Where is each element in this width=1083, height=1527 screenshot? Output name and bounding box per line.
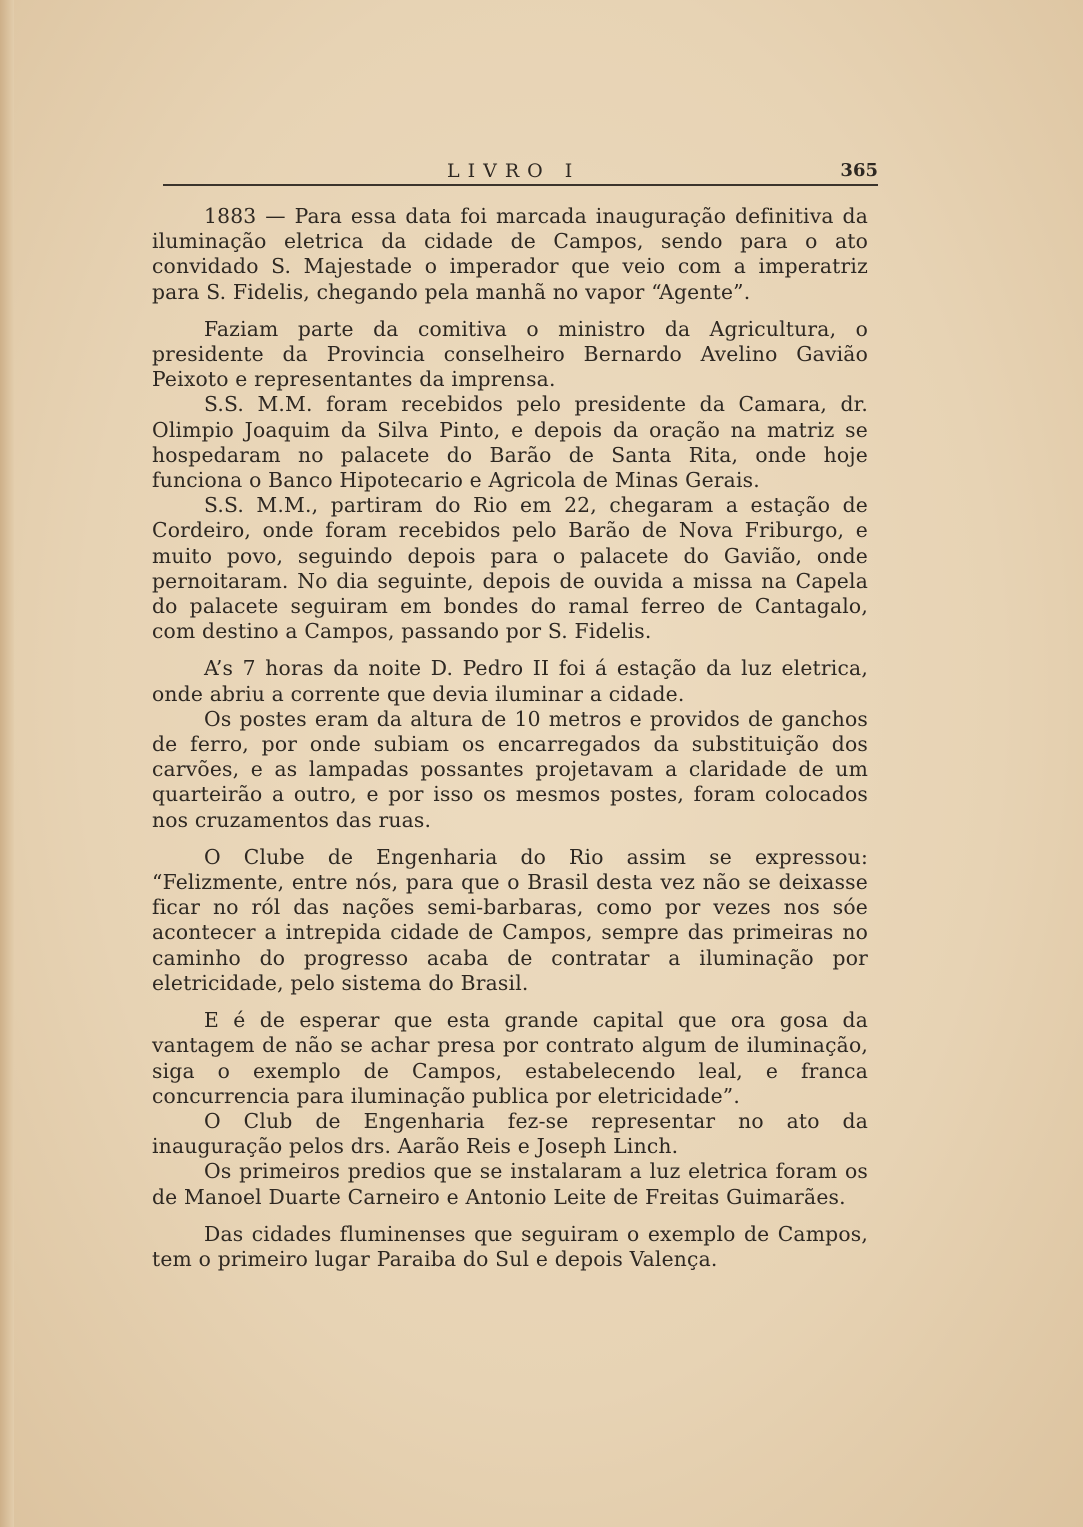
running-head: LIVRO I: [447, 160, 581, 182]
paragraph: 1883 — Para essa data foi marcada inauguração definitiva da iluminação eletrica da cidade de Campos, sendo para o ato convidado S. Majestade o imperador que veio com a imperatriz para S. Fidelis, chegando pela manhã no vapor “Agente”.: [152, 204, 868, 304]
paragraph: O Clube de Engenharia do Rio assim se expressou: “Felizmente, entre nós, para que o Brasil desta vez não se deixasse ficar no ról das nações semi-barbaras, como por vezes nos sóe acontecer a intrepida cidade de Campos, sempre das primeiras no caminho do progresso acaba de contratar a iluminação por eletricidade, pelo sistema do Brasil.: [152, 844, 868, 995]
paragraph: S.S. M.M., partiram do Rio em 22, chegaram a estação de Cordeiro, onde foram recebidos pelo Barão de Nova Friburgo, e muito povo, seguindo depois para o palacete do Gavião, onde pernoitaram. No dia seguinte, depois de ouvida a missa na Capela do palacete seguiram em bondes do ramal ferreo de Cantagalo, com destino a Campos, passando por S. Fidelis.: [152, 493, 868, 644]
paragraph: A’s 7 horas da noite D. Pedro II foi á estação da luz eletrica, onde abriu a corrente que devia iluminar a cidade.: [152, 656, 868, 706]
paragraph: S.S. M.M. foram recebidos pelo presidente da Camara, dr. Olimpio Joaquim da Silva Pinto, e depois da oração na matriz se hospedaram no palacete do Barão de Santa Rita, onde hoje funciona o Banco Hipotecario e Agricola de Minas Gerais.: [152, 392, 868, 493]
paragraph: Das cidades fluminenses que seguiram o exemplo de Campos, tem o primeiro lugar Paraiba do Sul e depois Valença.: [152, 1221, 868, 1271]
paragraph: Faziam parte da comitiva o ministro da Agricultura, o presidente da Provincia conselheiro Bernardo Avelino Gavião Peixoto e representantes da imprensa.: [152, 316, 868, 392]
paragraph: E é de esperar que esta grande capital que ora gosa da vantagem de não se achar presa por contrato algum de iluminação, siga o exemplo de Campos, estabelecendo leal, e franca concurrencia para iluminação publica por eletricidade”.: [152, 1008, 868, 1108]
paragraph: Os postes eram da altura de 10 metros e providos de ganchos de ferro, por onde subiam os encarregados da substituição dos carvões, e as lampadas possantes projetavam a claridade de um quarteirão a outro, e por isso os mesmos postes, foram colocados nos cruzamentos das ruas.: [152, 706, 868, 832]
page-edge-shadow: [0, 0, 14, 1527]
paragraph: Os primeiros predios que se instalaram a luz eletrica foram os de Manoel Duarte Carneiro e Antonio Leite de Freitas Guimarães.: [152, 1159, 868, 1209]
page-number: 365: [840, 160, 878, 181]
body-text: [152, 204, 868, 1272]
paragraph: O Club de Engenharia fez-se representar no ato da inauguração pelos drs. Aarão Reis e Joseph Linch.: [152, 1108, 868, 1159]
header-rule: [163, 184, 878, 186]
page-header: [163, 160, 878, 190]
